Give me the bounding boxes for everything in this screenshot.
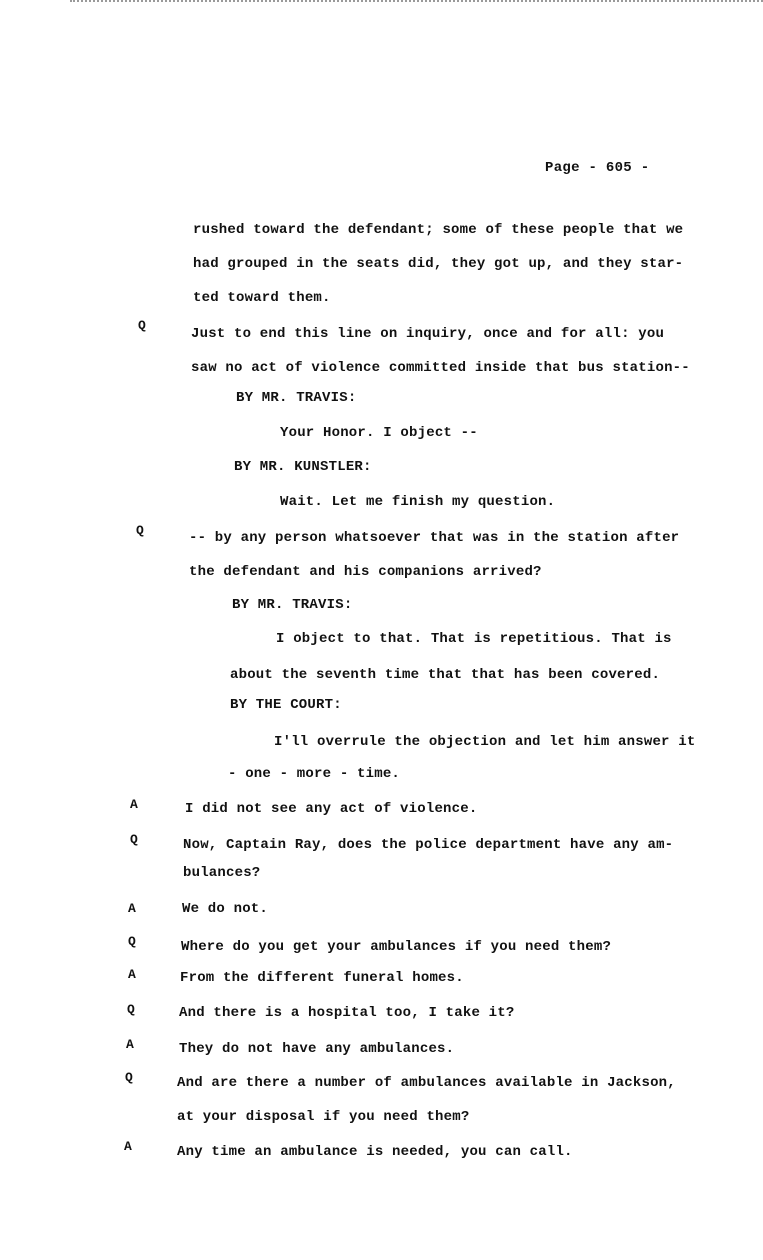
transcript-line: I did not see any act of violence. bbox=[185, 801, 478, 817]
transcript-line: Now, Captain Ray, does the police department have any am- bbox=[183, 837, 674, 853]
qa-marker: Q bbox=[128, 934, 136, 949]
page-number: Page - 605 - bbox=[545, 160, 650, 176]
transcript-line: bulances? bbox=[183, 865, 261, 881]
transcript-line: I'll overrule the objection and let him answer it bbox=[274, 734, 696, 750]
transcript-line: Just to end this line on inquiry, once and for all: you bbox=[191, 326, 665, 342]
speaker-heading: BY MR. TRAVIS: bbox=[236, 390, 357, 406]
scan-top-edge bbox=[70, 0, 763, 6]
qa-marker: Q bbox=[125, 1070, 133, 1085]
qa-marker: Q bbox=[130, 832, 138, 847]
transcript-line: They do not have any ambulances. bbox=[179, 1041, 455, 1057]
transcript-line: Your Honor. I object -- bbox=[280, 425, 478, 441]
transcript-line: Where do you get your ambulances if you need them? bbox=[181, 939, 612, 955]
transcript-line: at your disposal if you need them? bbox=[177, 1109, 470, 1125]
qa-marker: A bbox=[124, 1139, 132, 1154]
qa-marker: A bbox=[130, 797, 138, 812]
transcript-line: ted toward them. bbox=[193, 290, 331, 306]
transcript-line: We do not. bbox=[182, 901, 269, 917]
transcript-line: - one - more - time. bbox=[228, 766, 401, 782]
qa-marker: Q bbox=[136, 523, 144, 538]
transcript-line: And are there a number of ambulances available in Jackson, bbox=[177, 1075, 676, 1091]
transcript-line: -- by any person whatsoever that was in the station after bbox=[189, 530, 680, 546]
speaker-heading: BY MR. TRAVIS: bbox=[232, 597, 353, 613]
transcript-line: Any time an ambulance is needed, you can call. bbox=[177, 1144, 573, 1160]
qa-marker: Q bbox=[127, 1002, 135, 1017]
transcript-line: I object to that. That is repetitious. That is bbox=[276, 631, 672, 647]
transcript-line: about the seventh time that that has been covered. bbox=[230, 667, 661, 683]
transcript-line: rushed toward the defendant; some of these people that we bbox=[193, 222, 684, 238]
transcript-line: the defendant and his companions arrived? bbox=[189, 564, 542, 580]
speaker-heading: BY THE COURT: bbox=[230, 697, 342, 713]
transcript-line: From the different funeral homes. bbox=[180, 970, 464, 986]
qa-marker: Q bbox=[138, 318, 146, 333]
qa-marker: A bbox=[128, 967, 136, 982]
transcript-line: had grouped in the seats did, they got up, and they star- bbox=[193, 256, 684, 272]
transcript-line: And there is a hospital too, I take it? bbox=[179, 1005, 515, 1021]
speaker-heading: BY MR. KUNSTLER: bbox=[234, 459, 372, 475]
qa-marker: A bbox=[126, 1037, 134, 1052]
qa-marker: A bbox=[128, 901, 136, 916]
transcript-line: Wait. Let me finish my question. bbox=[280, 494, 556, 510]
transcript-line: saw no act of violence committed inside that bus station-- bbox=[191, 360, 690, 376]
